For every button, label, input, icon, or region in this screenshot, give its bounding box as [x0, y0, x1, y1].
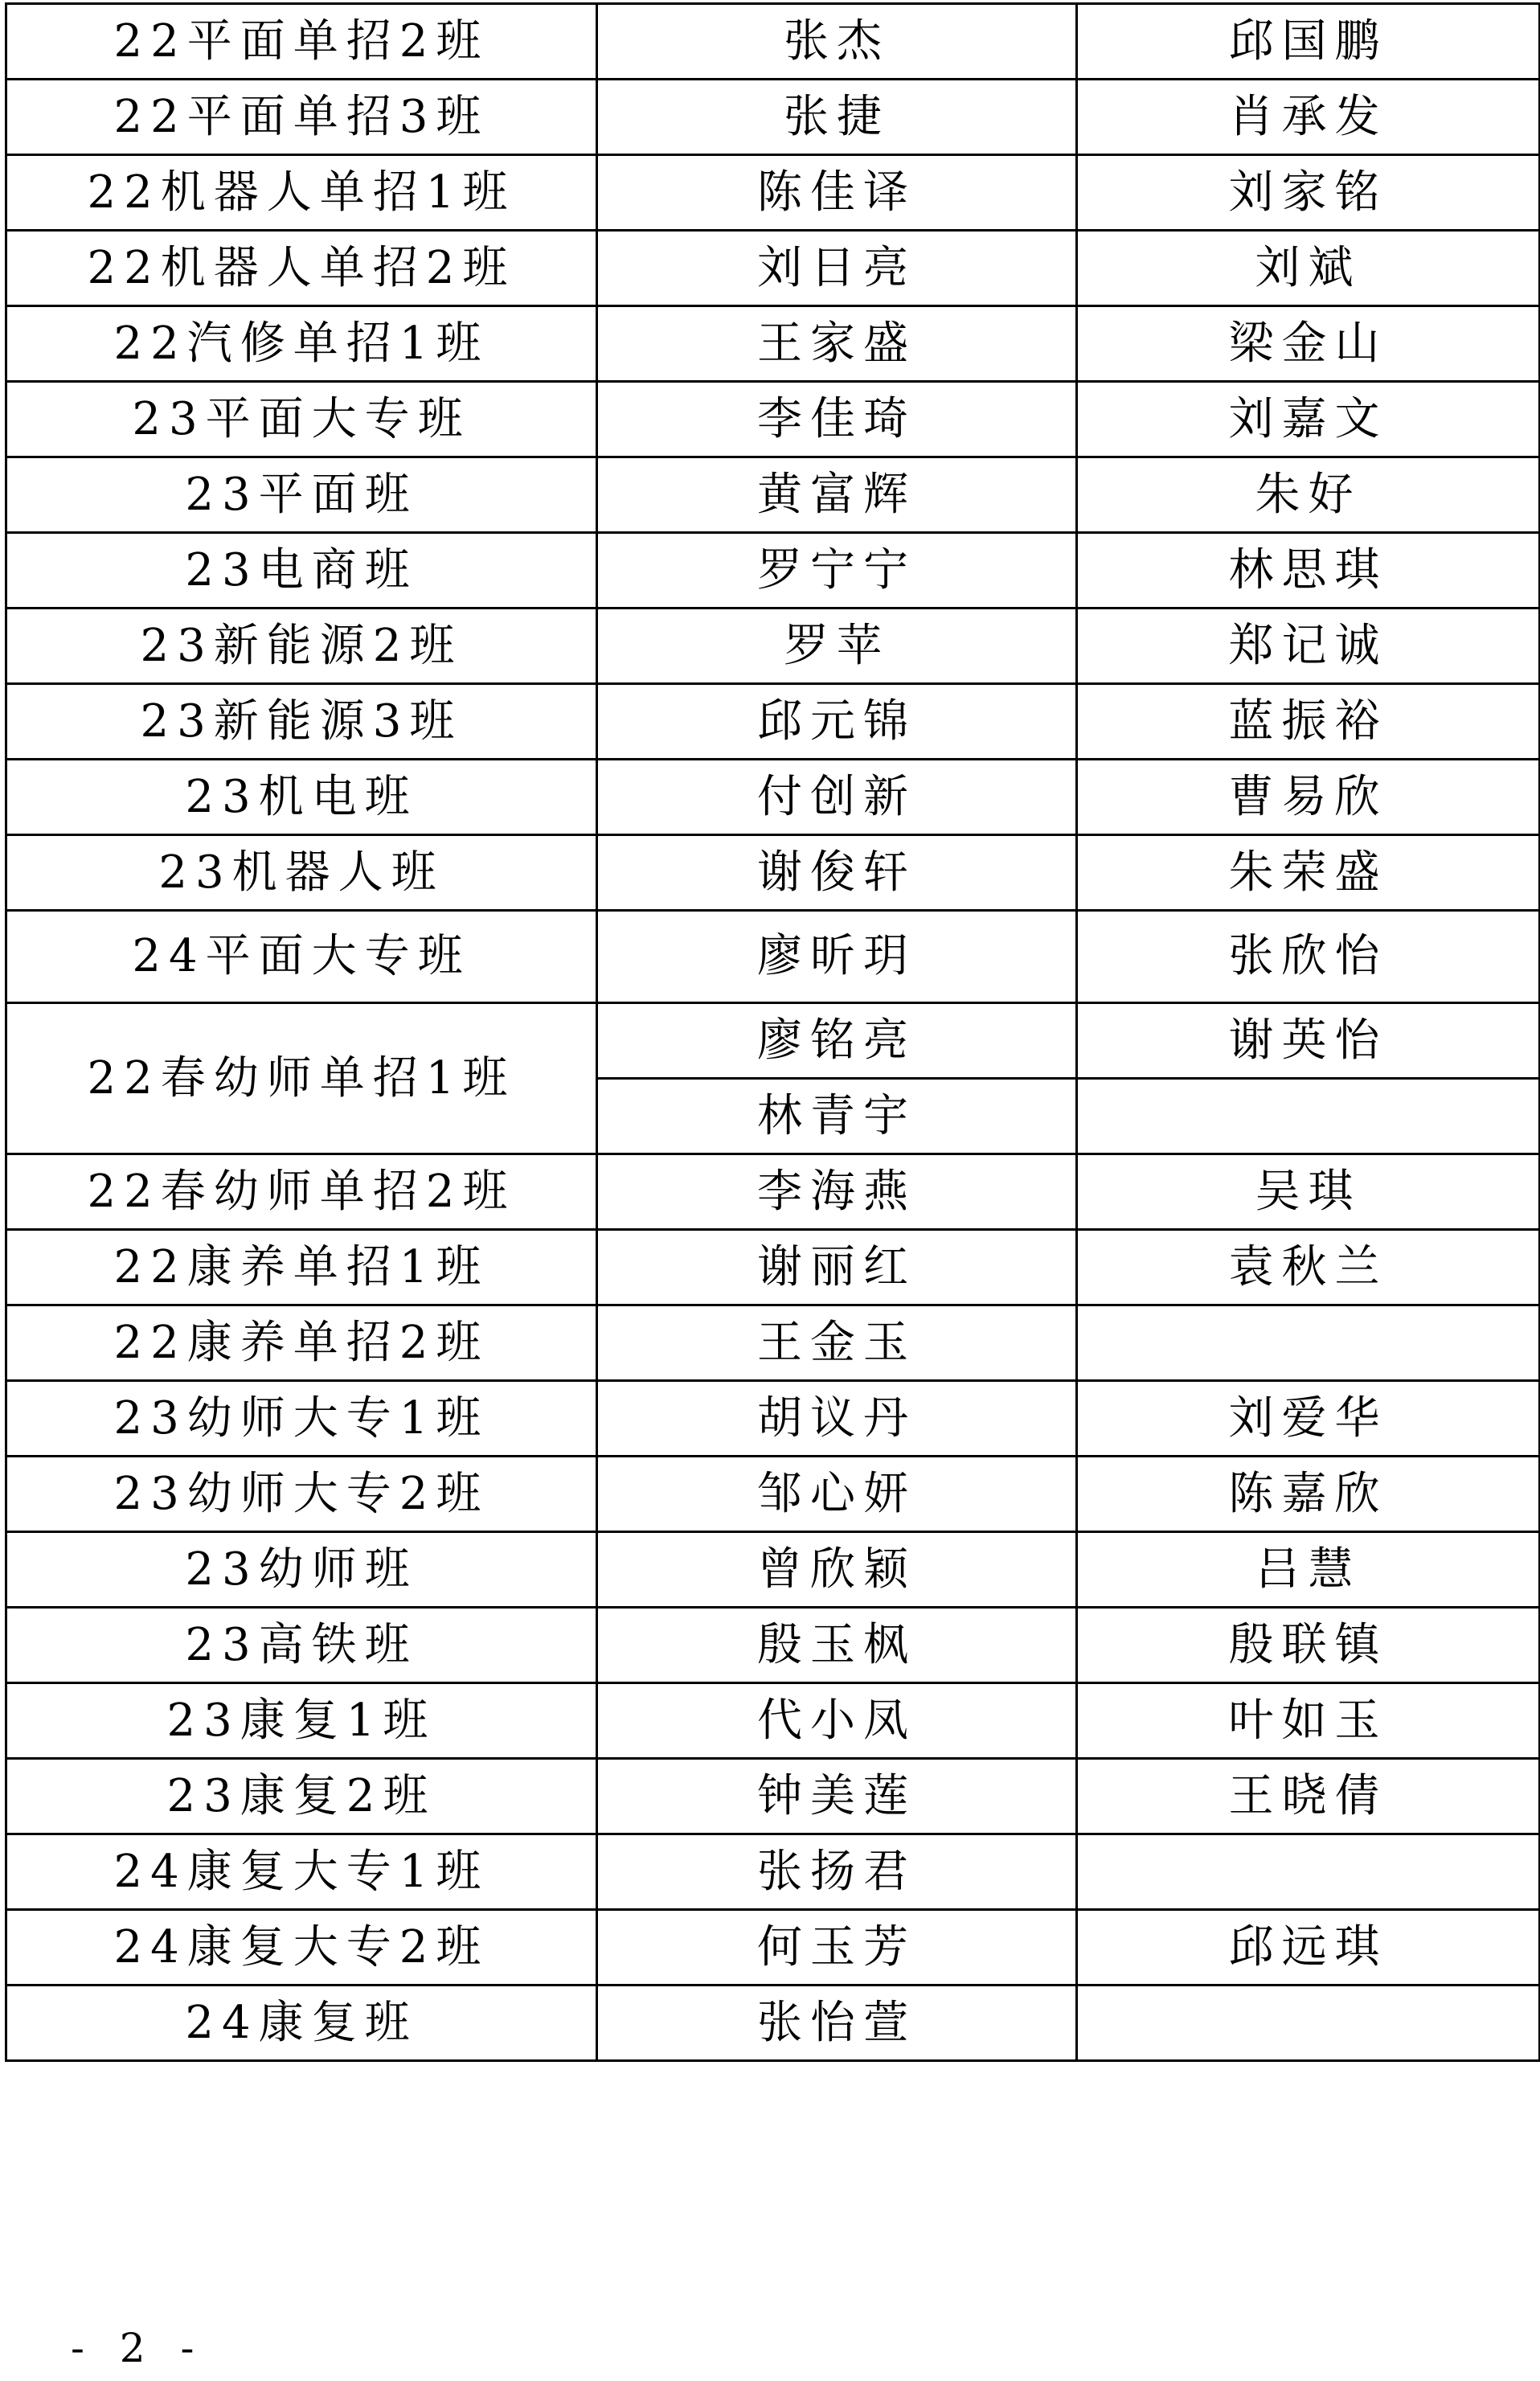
name-cell: 廖铭亮	[597, 1003, 1077, 1079]
page-number: - 2 -	[71, 2325, 206, 2371]
class-name-cell: 22汽修单招1班	[6, 306, 597, 382]
name-cell: 王金玉	[597, 1305, 1077, 1381]
class-name-cell: 23高铁班	[6, 1608, 597, 1683]
class-name-cell: 24康复班	[6, 1986, 597, 2061]
name-cell: 邱远琪	[1077, 1910, 1540, 1986]
name-cell: 张捷	[597, 80, 1077, 155]
name-cell: 张怡萱	[597, 1986, 1077, 2061]
table-row	[6, 1910, 1540, 1986]
name-cell: 朱荣盛	[1077, 835, 1540, 911]
table-row	[6, 1834, 1540, 1910]
class-name-cell: 22康养单招2班	[6, 1305, 597, 1381]
table-row	[6, 80, 1540, 155]
class-name-cell: 22春幼师单招2班	[6, 1154, 597, 1230]
name-cell: 张欣怡	[1077, 911, 1540, 1003]
table-row	[6, 306, 1540, 382]
table-row	[6, 1230, 1540, 1305]
class-name-cell: 23康复2班	[6, 1759, 597, 1834]
class-name-cell: 22康养单招1班	[6, 1230, 597, 1305]
name-cell: 陈佳译	[597, 155, 1077, 231]
class-name-cell: 22平面单招2班	[6, 4, 597, 80]
name-cell: 刘家铭	[1077, 155, 1540, 231]
class-name-cell: 23新能源2班	[6, 609, 597, 684]
name-cell	[1077, 1305, 1540, 1381]
name-cell: 胡议丹	[597, 1381, 1077, 1457]
name-cell: 何玉芳	[597, 1910, 1077, 1986]
name-cell: 林青宇	[597, 1079, 1077, 1154]
class-name-cell: 23电商班	[6, 533, 597, 609]
table-row	[6, 684, 1540, 760]
roster-table	[5, 2, 1540, 2062]
table-row	[6, 231, 1540, 306]
class-name-cell: 23机电班	[6, 760, 597, 835]
name-cell: 廖昕玥	[597, 911, 1077, 1003]
name-cell: 邱元锦	[597, 684, 1077, 760]
table-row	[6, 155, 1540, 231]
name-cell: 吴琪	[1077, 1154, 1540, 1230]
name-cell: 黄富辉	[597, 457, 1077, 533]
table-row	[6, 1608, 1540, 1683]
name-cell: 陈嘉欣	[1077, 1457, 1540, 1532]
table-row	[6, 1305, 1540, 1381]
class-name-cell: 23机器人班	[6, 835, 597, 911]
name-cell: 代小凤	[597, 1683, 1077, 1759]
name-cell	[1077, 1834, 1540, 1910]
name-cell: 邹心妍	[597, 1457, 1077, 1532]
table-row	[6, 457, 1540, 533]
name-cell: 梁金山	[1077, 306, 1540, 382]
name-cell: 李海燕	[597, 1154, 1077, 1230]
table-row	[6, 835, 1540, 911]
class-name-cell: 23幼师班	[6, 1532, 597, 1608]
name-cell: 谢英怡	[1077, 1003, 1540, 1079]
name-cell: 刘爱华	[1077, 1381, 1540, 1457]
name-cell: 钟美莲	[597, 1759, 1077, 1834]
table-row	[6, 1986, 1540, 2061]
name-cell: 殷玉枫	[597, 1608, 1077, 1683]
table-row	[6, 1532, 1540, 1608]
table-row	[6, 382, 1540, 457]
name-cell: 林思琪	[1077, 533, 1540, 609]
name-cell: 叶如玉	[1077, 1683, 1540, 1759]
table-row	[6, 911, 1540, 1003]
class-name-cell: 22机器人单招1班	[6, 155, 597, 231]
table-row	[6, 1683, 1540, 1759]
name-cell	[1077, 1986, 1540, 2061]
name-cell: 李佳琦	[597, 382, 1077, 457]
name-cell: 曹易欣	[1077, 760, 1540, 835]
class-name-cell: 23平面班	[6, 457, 597, 533]
name-cell: 王家盛	[597, 306, 1077, 382]
name-cell: 罗宁宁	[597, 533, 1077, 609]
name-cell: 张杰	[597, 4, 1077, 80]
name-cell: 刘嘉文	[1077, 382, 1540, 457]
name-cell: 吕慧	[1077, 1532, 1540, 1608]
name-cell: 付创新	[597, 760, 1077, 835]
name-cell: 张扬君	[597, 1834, 1077, 1910]
table-row	[6, 609, 1540, 684]
class-name-cell: 23幼师大专2班	[6, 1457, 597, 1532]
name-cell: 谢俊轩	[597, 835, 1077, 911]
name-cell: 邱国鹏	[1077, 4, 1540, 80]
class-name-cell: 24康复大专1班	[6, 1834, 597, 1910]
table-row	[6, 760, 1540, 835]
name-cell: 王晓倩	[1077, 1759, 1540, 1834]
class-name-cell: 24康复大专2班	[6, 1910, 597, 1986]
name-cell: 刘日亮	[597, 231, 1077, 306]
table-row	[6, 533, 1540, 609]
class-name-cell: 23幼师大专1班	[6, 1381, 597, 1457]
class-name-cell: 22平面单招3班	[6, 80, 597, 155]
name-cell	[1077, 1079, 1540, 1154]
class-name-cell: 22机器人单招2班	[6, 231, 597, 306]
name-cell: 殷联镇	[1077, 1608, 1540, 1683]
name-cell: 罗苹	[597, 609, 1077, 684]
name-cell: 袁秋兰	[1077, 1230, 1540, 1305]
class-name-cell: 23康复1班	[6, 1683, 597, 1759]
class-name-cell: 23新能源3班	[6, 684, 597, 760]
table-row	[6, 4, 1540, 80]
table-row	[6, 1154, 1540, 1230]
table-row	[6, 1457, 1540, 1532]
name-cell: 谢丽红	[597, 1230, 1077, 1305]
name-cell: 郑记诚	[1077, 609, 1540, 684]
name-cell: 朱好	[1077, 457, 1540, 533]
table-row	[6, 1759, 1540, 1834]
name-cell: 蓝振裕	[1077, 684, 1540, 760]
table-row	[6, 1381, 1540, 1457]
class-name-cell: 24平面大专班	[6, 911, 597, 1003]
name-cell: 曾欣颖	[597, 1532, 1077, 1608]
name-cell: 刘斌	[1077, 231, 1540, 306]
class-name-cell: 23平面大专班	[6, 382, 597, 457]
class-name-cell: 22春幼师单招1班	[6, 1003, 597, 1154]
table-row	[6, 1003, 1540, 1079]
name-cell: 肖承发	[1077, 80, 1540, 155]
